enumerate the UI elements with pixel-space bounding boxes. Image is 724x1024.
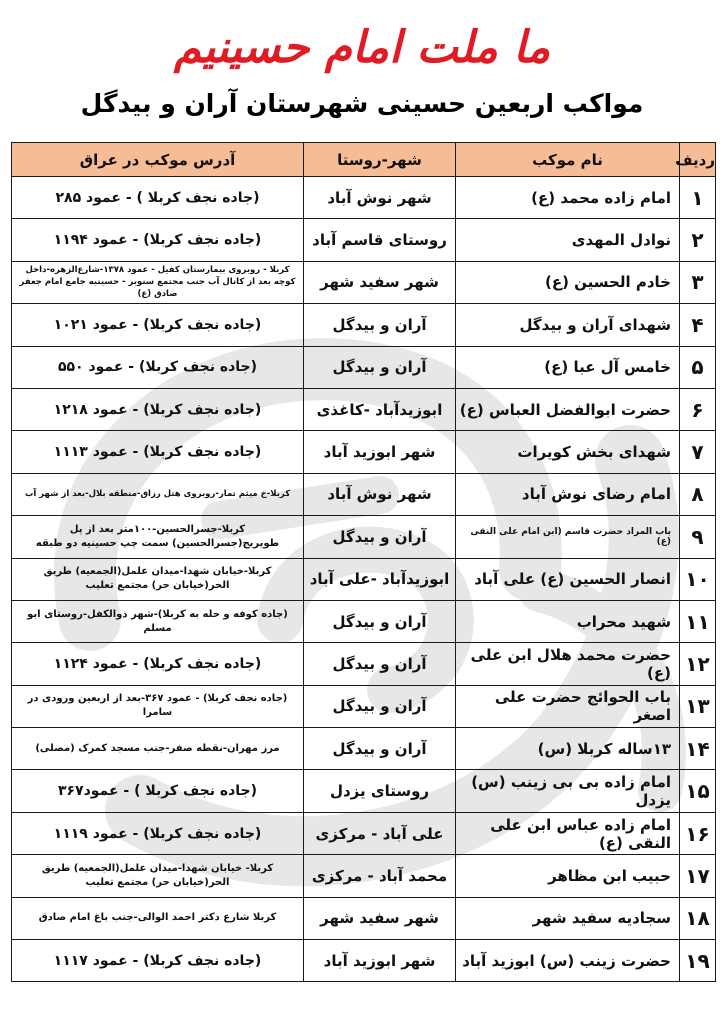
- row-name: خادم الحسین (ع): [456, 261, 680, 303]
- row-city: آران و بیدگل: [304, 600, 456, 642]
- table-row: [12, 219, 716, 261]
- row-index: ۳: [680, 261, 716, 303]
- table-row: [12, 770, 716, 812]
- row-name: حضرت محمد هلال ابن علی (ع): [456, 643, 680, 685]
- row-address: کربلا شارع دکتر احمد الوالی-جنب باغ امام صادق: [12, 897, 304, 939]
- row-address: (جاده نجف کربلا) - عمود ۱۱۱۷: [12, 940, 304, 982]
- row-name: خامس آل عبا (ع): [456, 346, 680, 388]
- row-city: آران و بیدگل: [304, 304, 456, 346]
- row-index: ۵: [680, 346, 716, 388]
- table-row: [12, 855, 716, 897]
- row-index: ۶: [680, 388, 716, 430]
- row-name: حضرت ابوالفضل العباس (ع): [456, 388, 680, 430]
- table-row: [12, 473, 716, 515]
- row-city: شهر نوش آباد: [304, 473, 456, 515]
- row-address: (جاده نجف کربلا) - عمود ۵۵۰: [12, 346, 304, 388]
- row-address: (جاده نجف کربلا) - عمود ۱۱۱۳: [12, 431, 304, 473]
- row-address: (جاده نجف کربلا) - عمود ۱۱۲۴: [12, 643, 304, 685]
- table-row: [12, 558, 716, 600]
- row-address: (جاده نجف کربلا) - عمود ۱۰۲۱: [12, 304, 304, 346]
- table-row: [12, 643, 716, 685]
- row-index: ۱۳: [680, 685, 716, 727]
- row-address: (جاده نجف کربلا) - عمود ۳۶۷-بعد از اربعین ورودی در سامرا: [12, 685, 304, 727]
- row-name: حبیب ابن مظاهر: [456, 855, 680, 897]
- row-index: ۱۶: [680, 812, 716, 854]
- row-address: کربلا- خیابان شهدا-میدان علمل(الجمعیه) طریق الحر(خیابان حر) مجتمع تعلیب: [12, 855, 304, 897]
- table-row: [12, 431, 716, 473]
- row-address: کربلا - روبروی بیمارستان کفیل - عمود ۱۳۷۸-شارع‌الزهره-داخل کوچه بعد از کانال آب جنب مجتمع سنوبر - حسینیه جامع امام جعفر صادق (ع): [12, 261, 304, 303]
- table-row: [12, 304, 716, 346]
- table-row: [12, 261, 716, 303]
- row-name: امام رضای نوش آباد: [456, 473, 680, 515]
- row-name: ۱۳ساله کربلا (س): [456, 728, 680, 770]
- row-address: (جاده نجف کربلا ) - عمود۳۶۷: [12, 770, 304, 812]
- table-row: [12, 940, 716, 982]
- row-index: ۱۱: [680, 600, 716, 642]
- row-address: کربلا-خیابان شهدا-میدان علمل(الجمعیه) طریق الحر(خیابان حر) مجتمع تعلیب: [12, 558, 304, 600]
- col-header-index: ردیف: [680, 143, 716, 177]
- row-city: آران و بیدگل: [304, 728, 456, 770]
- row-address: (جاده نجف کربلا) - عمود ۱۱۹۴: [12, 219, 304, 261]
- table-row: [12, 346, 716, 388]
- table-row: [12, 897, 716, 939]
- row-city: محمد آباد - مرکزی: [304, 855, 456, 897]
- row-city: علی آباد - مرکزی: [304, 812, 456, 854]
- row-name: شهدای بخش کویرات: [456, 431, 680, 473]
- banner-title: ما ملت امام حسینیم: [173, 22, 551, 73]
- row-city: ابوزیدآباد -کاغذی: [304, 388, 456, 430]
- row-city: آران و بیدگل: [304, 346, 456, 388]
- row-city: روستای یزدل: [304, 770, 456, 812]
- row-name: شهدای آران و بیدگل: [456, 304, 680, 346]
- table-row: [12, 812, 716, 854]
- row-address: کربلا-جسرالحسین-۱۰۰متر بعد از پل طویریج(جسرالحسین) سمت چپ حسینیه دو طبقه: [12, 516, 304, 558]
- row-city: شهر سفید شهر: [304, 261, 456, 303]
- table-row: [12, 177, 716, 219]
- row-name: نوادل المهدی: [456, 219, 680, 261]
- row-name: باب الحوائج حضرت علی اصغر: [456, 685, 680, 727]
- table-row: [12, 516, 716, 558]
- row-index: ۷: [680, 431, 716, 473]
- row-address: (جاده نجف کربلا) - عمود ۱۲۱۸: [12, 388, 304, 430]
- row-city: شهر سفید شهر: [304, 897, 456, 939]
- mawkib-table: [11, 142, 716, 982]
- table-row: [12, 685, 716, 727]
- row-city: ابوزیدآباد -علی آباد: [304, 558, 456, 600]
- col-header-name: نام موکب: [456, 143, 680, 177]
- row-address: کربلا-خ میثم تمار-روبروی هتل رزاق-منطقه بلال-بعد از شهر آب: [12, 473, 304, 515]
- row-address: مرز مهران-نقطه صفر-جنب مسجد کمرک (مصلی): [12, 728, 304, 770]
- row-name: امام زاده بی بی زینب (س) یزدل: [456, 770, 680, 812]
- row-index: ۱۹: [680, 940, 716, 982]
- row-index: ۱۰: [680, 558, 716, 600]
- row-name: امام زاده عباس ابن علی النقی (ع): [456, 812, 680, 854]
- table-row: [12, 728, 716, 770]
- row-index: ۴: [680, 304, 716, 346]
- row-index: ۹: [680, 516, 716, 558]
- row-city: آران و بیدگل: [304, 516, 456, 558]
- row-index: ۲: [680, 219, 716, 261]
- table-row: [12, 388, 716, 430]
- page-title: مواکب اربعین حسینی شهرستان آران و بیدگل: [80, 89, 644, 118]
- row-city: شهر ابوزید آباد: [304, 431, 456, 473]
- row-city: شهر نوش آباد: [304, 177, 456, 219]
- row-name: امام زاده محمد (ع): [456, 177, 680, 219]
- col-header-address: آدرس موکب در عراق: [12, 143, 304, 177]
- row-address: (جاده نجف کربلا) - عمود ۱۱۱۹: [12, 812, 304, 854]
- row-city: آران و بیدگل: [304, 643, 456, 685]
- row-index: ۱۷: [680, 855, 716, 897]
- row-name: سجادیه سفید شهر: [456, 897, 680, 939]
- row-index: ۱: [680, 177, 716, 219]
- row-index: ۱۸: [680, 897, 716, 939]
- row-city: روستای قاسم آباد: [304, 219, 456, 261]
- col-header-city: شهر-روستا: [304, 143, 456, 177]
- row-index: ۱۵: [680, 770, 716, 812]
- row-name: شهید محراب: [456, 600, 680, 642]
- row-name: باب المراد حضرت قاسم (ابن امام علی النقی (ع): [456, 516, 680, 558]
- row-name: حضرت زینب (س) ابوزید آباد: [456, 940, 680, 982]
- row-index: ۱۲: [680, 643, 716, 685]
- row-index: ۸: [680, 473, 716, 515]
- row-city: آران و بیدگل: [304, 685, 456, 727]
- row-name: انصار الحسین (ع) علی آباد: [456, 558, 680, 600]
- row-address: (جاده نجف کربلا ) - عمود ۲۸۵: [12, 177, 304, 219]
- row-index: ۱۴: [680, 728, 716, 770]
- row-address: (جاده کوفه و حله به کربلا)-شهر ذوالکفل-روستای ابو مسلم: [12, 600, 304, 642]
- row-city: شهر ابوزید آباد: [304, 940, 456, 982]
- table-header-row: [12, 143, 716, 177]
- table-row: [12, 600, 716, 642]
